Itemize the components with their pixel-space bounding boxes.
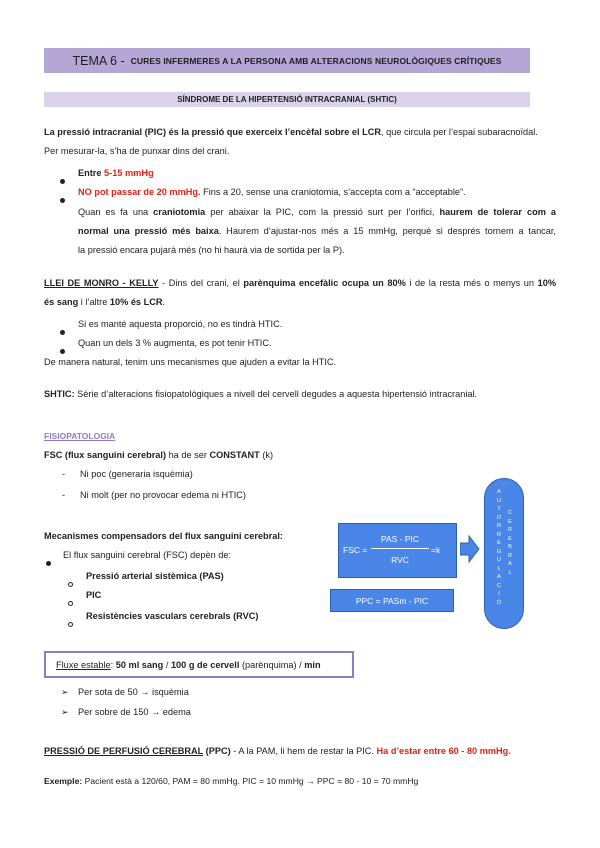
vertical-letter: I: [498, 591, 500, 597]
factor-pic: PIC: [86, 590, 102, 600]
vertical-letter: A: [497, 574, 501, 580]
text: (k): [259, 450, 274, 460]
fsc-formula-box: [338, 523, 457, 578]
fsc-dash-1: Ni poc (generaria isquèmia): [80, 469, 193, 479]
ppc-range: Ha d’estar entre 60 - 80 mmHg.: [376, 746, 511, 756]
pic-limit-red: NO pot passar de 20 mmHg.: [78, 187, 201, 197]
natural-mechanisms: De manera natural, tenim uns mecanismes que ajuden a evitar la HTIC.: [44, 357, 337, 367]
bullet-dot: [46, 553, 51, 571]
cerebral-letters: [506, 509, 514, 577]
vertical-letter: T: [497, 506, 501, 512]
vertical-letter: R: [508, 552, 512, 559]
autoregulation-pill: [484, 478, 524, 629]
example-text: Pacient està a 120/60, PAM = 80 mmHg. PIC = 10 mmHg → PPC = 80 - 10 = 70 mmHg: [82, 776, 419, 786]
topic-number: TEMA 6 -: [72, 53, 125, 68]
text: - Dins del crani, el: [158, 278, 244, 288]
fraction-bar: [371, 548, 429, 549]
arrow-bullet-icon: ➢: [61, 687, 69, 697]
text: Quan es fa una: [78, 207, 154, 217]
bullet-dot: [60, 322, 65, 340]
text-bold: FSC (flux sanguini cerebral): [44, 450, 167, 460]
fsc-depends: El flux sanguini cerebral (FSC) depèn de:: [63, 550, 232, 560]
monro-bullet-2: Quan un dels 3 % augmenta, es pot tenir HTIC.: [78, 338, 272, 348]
bullet-dot: [60, 171, 65, 189]
text: (parènquima) /: [239, 659, 305, 670]
topic-title: CURES INFERMERES A LA PERSONA AMB ALTERACIONS NEUROLÒGIQUES CRÍTIQUES: [130, 55, 502, 66]
vertical-letter: Ó: [496, 599, 502, 606]
text: - A la PAM, li hem de restar la PIC.: [230, 746, 377, 756]
flux-estable-box: [44, 651, 354, 678]
vertical-letter: E: [497, 540, 501, 546]
vertical-letter: R: [508, 527, 512, 533]
text: i l’altre: [78, 297, 110, 307]
fsc-label: FSC =: [343, 545, 368, 555]
text-bold: 10% és LCR: [109, 297, 163, 307]
formula-numerator: PAS - PIC: [380, 534, 420, 544]
vertical-letter: R: [497, 523, 501, 529]
flux-above: Per sobre de 150 → edema: [78, 707, 191, 717]
vertical-letter: L: [497, 565, 501, 572]
flux-estable-text: [56, 659, 321, 671]
bullet-ring: [68, 593, 73, 611]
fisiopatologia-heading: FISIOPATOLOGIA: [44, 431, 116, 441]
vertical-letter: U: [497, 497, 501, 504]
pic-range-value: 5-15 mmHg: [104, 168, 154, 178]
text-bold: 100 g de cervell: [170, 659, 240, 670]
pic-definition: [44, 126, 538, 138]
vertical-letter: L: [508, 569, 512, 576]
vertical-letter: E: [508, 518, 512, 525]
pic-range: [78, 167, 154, 179]
text-bold: 10%: [537, 278, 556, 288]
arrow-right-icon: [460, 535, 480, 563]
text-bold: craniotomia: [153, 207, 206, 217]
ppc-formula-box: PPC = PASm - PIC: [330, 589, 454, 612]
shtic-definition: [44, 388, 477, 400]
text: .: [162, 297, 166, 307]
dash-marker: -: [62, 490, 66, 500]
dash-marker: -: [62, 469, 66, 479]
factor-pas: Pressió arterial sistèmica (PAS): [86, 571, 224, 581]
text-bold: min: [304, 659, 321, 670]
text-bold: CONSTANT: [209, 450, 260, 460]
vertical-letter: R: [497, 531, 501, 538]
monro-bullet-1: Si es manté aquesta proporció, no es tindrà HTIC.: [78, 319, 283, 329]
vertical-letter: A: [497, 489, 501, 495]
autoregulacio-letters: [495, 488, 503, 607]
text: . Haurem d’ajustar-nos més a 15 mmHg, perquè si després tornem a tancar,: [218, 226, 556, 236]
pic-limit: [78, 186, 466, 198]
formula-constant: =k: [431, 545, 441, 555]
example-label: Exemple:: [44, 776, 83, 786]
text-bold: parènquima encefàlic ocupa un 80%: [243, 278, 406, 288]
monro-kelly-line-1: [44, 277, 556, 289]
text-bold: normal una pressió més baixa: [78, 226, 219, 236]
shtic-label: SHTIC:: [44, 389, 75, 399]
shtic-text: Sèrie d’alteracions fisiopatològiques a nivell del cervell degudes a aquesta hipertensió intracranial.: [74, 389, 478, 399]
pic-measure: Per mesurar-la, s’ha de punxar dins del crani.: [44, 146, 230, 156]
mechanisms-heading: Mecanismes compensadors del flux sanguini cerebral:: [44, 531, 283, 541]
topic-header: [44, 48, 530, 73]
pic-definition-bold: La pressió intracranial (PIC) és la pressió que exerceix l’encèfal sobre el LCR: [44, 127, 382, 137]
vertical-letter: C: [497, 582, 501, 589]
monro-kelly-line-2: [44, 296, 165, 308]
vertical-letter: U: [497, 557, 501, 563]
craniotomy-line-1: [78, 206, 556, 218]
section-header: SÍNDROME DE LA HIPERTENSIÓ INTRACRANIAL (SHTIC): [44, 92, 530, 107]
bullet-ring: [68, 574, 73, 592]
flux-estable-label: Fluxe estable: [56, 659, 111, 670]
vertical-letter: O: [496, 514, 502, 521]
text: ha de ser: [166, 450, 210, 460]
pic-range-label: Entre: [78, 168, 105, 178]
ppc-definition: [44, 745, 511, 757]
vertical-letter: B: [508, 544, 512, 550]
example-line: [44, 775, 418, 787]
vertical-letter: C: [508, 510, 512, 516]
ppc-title: PRESSIÓ DE PERFUSIÓ CEREBRAL: [44, 746, 204, 756]
craniotomy-line-2: [78, 225, 556, 237]
flux-below: Per sota de 50 → isquèmia: [78, 687, 189, 697]
bullet-ring: [68, 614, 73, 632]
factor-rvc: Resistències vasculars cerebrals (RVC): [86, 611, 259, 621]
text-bold: és sang: [44, 297, 79, 307]
monro-kelly-title: LLEI DE MONRO - KELLY: [44, 278, 159, 288]
text: :: [110, 659, 116, 670]
text-bold: 50 ml sang: [115, 659, 164, 670]
craniotomy-line-3: la pressió encara pujarà més (no hi haurà via de sortida per la P).: [78, 245, 345, 255]
vertical-letter: E: [508, 535, 512, 542]
fsc-constant: [44, 449, 273, 461]
text-bold: (PPC): [203, 746, 231, 756]
pic-limit-rest: Fins a 20, sense una craniotomia, s’accepta com a “acceptable”.: [200, 187, 466, 197]
fsc-dash-2: Ni molt (per no provocar edema ni HTIC): [80, 490, 246, 500]
formula-denominator: RVC: [391, 555, 409, 565]
text-bold: haurem de tolerar com a: [439, 207, 556, 217]
bullet-dot: [60, 190, 65, 208]
text: per abaixar la PIC, com la pressió surt per l’orifici,: [205, 207, 440, 217]
vertical-letter: A: [508, 561, 512, 567]
text: /: [163, 659, 171, 670]
pic-definition-rest: , que circula per l’espai subaracnoïdal.: [381, 127, 538, 137]
arrow-bullet-icon: ➢: [61, 707, 69, 717]
text: i de la resta més o menys un: [405, 278, 538, 288]
vertical-letter: G: [496, 548, 502, 555]
fisiopatologia-title: [44, 430, 115, 442]
